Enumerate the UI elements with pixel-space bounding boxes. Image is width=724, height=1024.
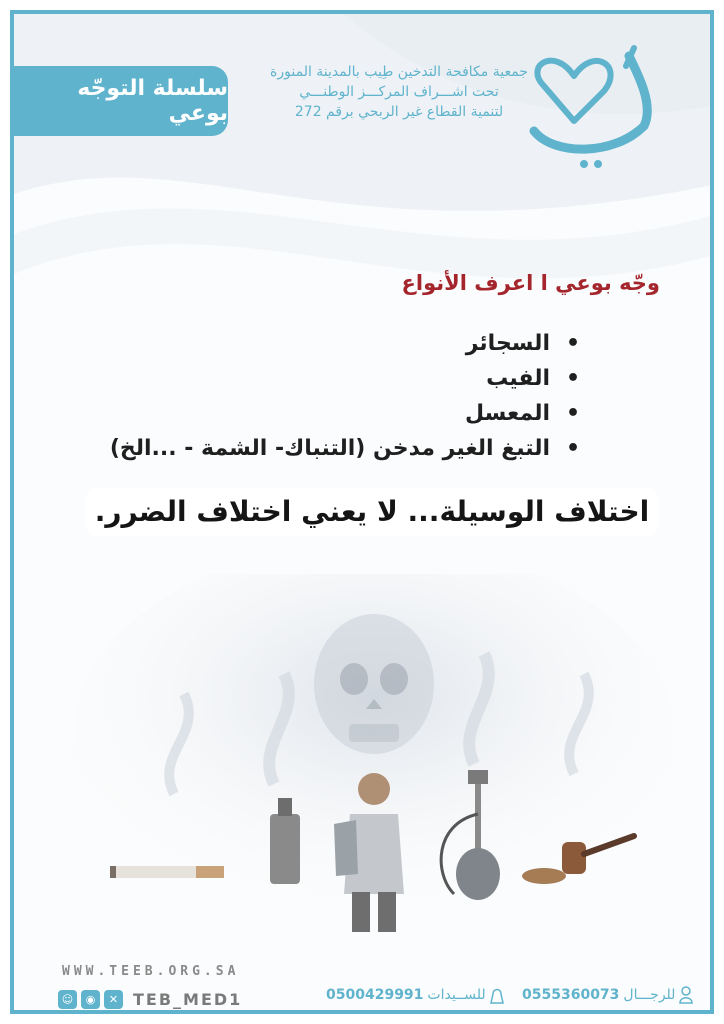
- men-phone[interactable]: 0555360073: [522, 987, 620, 1003]
- woman-icon: [490, 986, 504, 1004]
- org-line-3: لتنمية القطاع غير الربحي برقم 272: [294, 104, 504, 120]
- list-item: • الفيب: [80, 361, 580, 396]
- list-item: • السجائر: [80, 326, 580, 361]
- teeb-logo: [514, 36, 664, 176]
- org-line-2: تحت اشـــراف المركـــز الوطنـــي: [299, 84, 499, 100]
- x-icon[interactable]: ✕: [104, 990, 123, 1009]
- instagram-icon[interactable]: ◉: [81, 990, 100, 1009]
- contact-men: [522, 986, 693, 1004]
- women-phone[interactable]: 0500429991: [326, 987, 424, 1003]
- product-types-list: [80, 326, 580, 466]
- smoke-scene-illustration: [74, 574, 674, 934]
- slogan: اختلاف الوسيلة... لا يعني اختلاف الضرر.: [86, 488, 658, 536]
- snapchat-icon[interactable]: ☺: [58, 990, 77, 1009]
- cigarette: [110, 866, 224, 878]
- men-label: للرجـــال: [623, 987, 676, 1003]
- section-subtitle: وجّه بوعي ا اعرف الأنواع: [401, 271, 660, 295]
- poster-frame: [10, 10, 714, 1014]
- women-label: للســيدات: [427, 987, 486, 1003]
- man-icon: [679, 986, 693, 1004]
- list-item: • المعسل: [80, 396, 580, 431]
- contact-women: [326, 986, 504, 1004]
- series-badge: سلسلة التوجّه بوعي: [14, 66, 228, 136]
- website-url[interactable]: WWW.TEEB.ORG.SA: [62, 964, 240, 979]
- organization-info: [254, 62, 544, 122]
- social-links: [58, 990, 242, 1009]
- skull-smoke: [314, 614, 434, 754]
- social-handle[interactable]: TEB_MED1: [133, 990, 243, 1009]
- list-item: • التبغ الغير مدخن (التنباك- الشمة - ...الخ): [80, 431, 580, 466]
- org-line-1: جمعية مكافحة التدخين طِيب بالمدينة المنورة: [270, 64, 528, 80]
